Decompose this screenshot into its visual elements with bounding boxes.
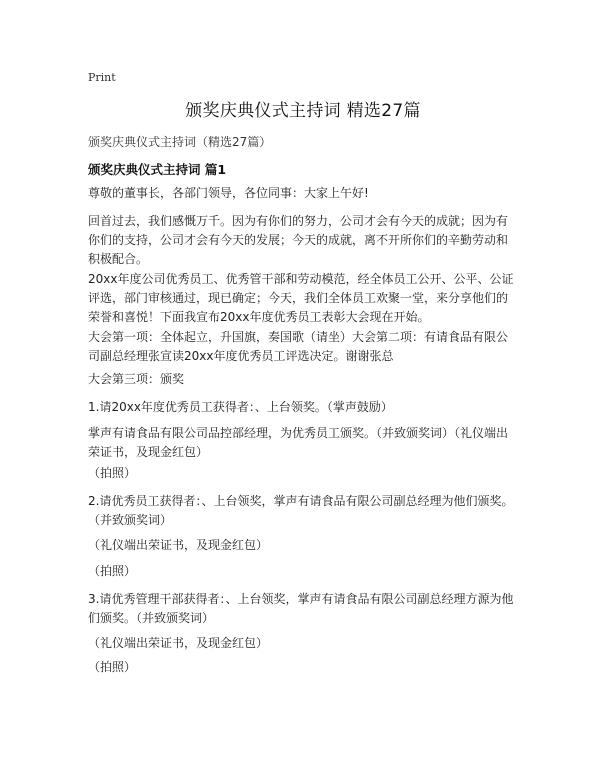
paragraph-announcement: 20xx年度公司优秀员工、优秀管干部和劳动模范，经全体员工公开、公平、公证评选，部门审核通过，现已确定；今天，我们全体员工欢聚一堂，来分享他们的荣誉和喜悦！下面我宣布20xx年度优秀员工表彰大会现在开始。 [88,272,514,324]
paragraph-presenter-1: 掌声有请食品有限公司品控部经理，为优秀员工颁奖。（并致颁奖词）（礼仪端出荣证书，及现金红包） [88,426,509,459]
paragraph-certificate-3: （礼仪端出荣证书，及现金红包） [88,636,269,650]
paragraph-award-1: 1.请20xx年度优秀员工获得者：、上台领奖。（掌声鼓励） [88,400,393,414]
paragraph-agenda-1-2: 大会第一项：全体起立，升国旗，奏国歌（请坐）大会第二项：有请食品有限公司副总经理张宣读20xx年度优秀员工评选决定。谢谢张总 [88,330,509,363]
paragraph-agenda-3: 大会第三项：颁奖 [88,372,185,386]
paragraph-photo-2: （拍照） [88,564,137,578]
paragraph-photo-3: （拍照） [88,660,137,674]
page-title: 颁奖庆典仪式主持词 精选27篇 [185,101,421,121]
paragraph-photo-1: （拍照） [88,466,137,480]
paragraph-award-2: 2.请优秀员工获得者：、上台领奖，掌声有请食品有限公司副总经理为他们颁奖。（并致颁奖词） [88,494,514,527]
paragraph-greeting: 尊敬的董事长，各部门领导，各位同事：大家上午好! [88,186,369,200]
print-link[interactable]: Print [88,71,116,84]
document-subtitle: 颁奖庆典仪式主持词（精选27篇） [88,135,272,149]
paragraph-retrospect: 回首过去，我们感慨万千。因为有你们的努力，公司才会有今天的成就；因为有你们的支持，公司才会有今天的发展；今天的成就，离不开所你们的辛勤劳动和积极配合。 [88,214,509,266]
paragraph-award-3: 3.请优秀管理干部获得者：、上台领奖，掌声有请食品有限公司副总经理方源为他们颁奖。（并致颁奖词） [88,592,514,625]
paragraph-certificate-2: （礼仪端出荣证书，及现金红包） [88,538,269,552]
section-heading: 颁奖庆典仪式主持词 篇1 [88,162,227,177]
